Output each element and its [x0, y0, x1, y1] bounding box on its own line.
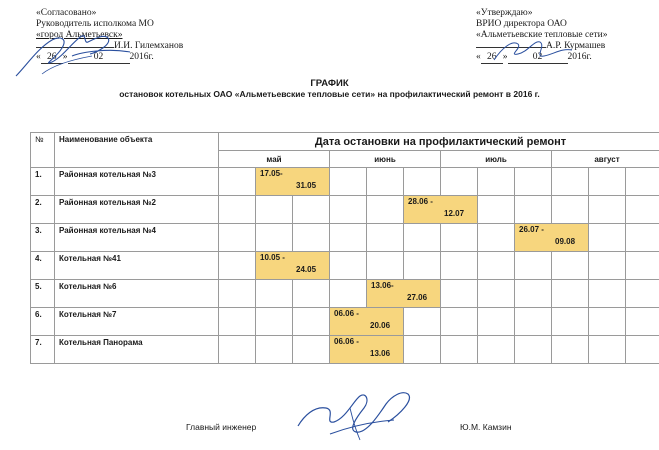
row-object-name: Районная котельная №2	[55, 196, 219, 224]
repair-period	[515, 224, 589, 252]
header-object-name: Наименование объекта	[55, 133, 219, 168]
right-date-day: 26	[481, 52, 503, 64]
row-object-name: Районная котельная №4	[55, 224, 219, 252]
row-object-name: Районная котельная №3	[55, 168, 219, 196]
left-date-day: 26	[41, 52, 63, 64]
right-approval-org: «Альметьевские тепловые сети»	[476, 30, 608, 40]
table-row	[31, 196, 659, 224]
period-end: 20.06	[370, 321, 391, 330]
row-num: 6.	[31, 308, 55, 336]
period-start: 10.05 -	[260, 253, 285, 262]
period-start: 06.06 -	[334, 309, 359, 318]
period-start: 06.06 -	[334, 337, 359, 346]
repair-period	[330, 336, 404, 364]
row-object-name: Котельная №41	[55, 252, 219, 280]
period-start: 26.07 -	[519, 225, 544, 234]
row-num: 2.	[31, 196, 55, 224]
period-start: 28.06 -	[408, 197, 433, 206]
repair-period	[404, 196, 478, 224]
header-num: №	[31, 133, 55, 168]
repair-period	[256, 168, 330, 196]
right-approval-position: ВРИО директора ОАО	[476, 19, 567, 29]
footer-role: Главный инженер	[186, 422, 257, 432]
month-may: май	[219, 151, 330, 168]
period-start: 17.05-	[260, 169, 283, 178]
table-row	[31, 336, 659, 364]
right-approval-date: « 26 » 02 2016г.	[476, 52, 592, 62]
footer-name: Ю.М. Камзин	[460, 422, 512, 432]
row-object-name: Котельная Панорама	[55, 336, 219, 364]
left-signature-icon	[12, 26, 142, 82]
period-end: 24.05	[296, 265, 317, 274]
row-num: 3.	[31, 224, 55, 252]
row-num: 5.	[31, 280, 55, 308]
period-end: 13.06	[370, 349, 391, 358]
row-num: 1.	[31, 168, 55, 196]
period-start: 13.06-	[371, 281, 394, 290]
table-row	[31, 224, 659, 252]
table-row	[31, 280, 659, 308]
left-approval-date: « 26 » 02 2016г.	[36, 52, 154, 62]
right-date-month: 02	[508, 52, 568, 64]
row-num: 7.	[31, 336, 55, 364]
row-num: 4.	[31, 252, 55, 280]
left-approval-position: Руководитель исполкома МО	[36, 19, 154, 29]
left-approval-signer: И.И. Гилемханов	[114, 41, 184, 51]
month-august: август	[552, 151, 659, 168]
table-row	[31, 308, 659, 336]
month-june: июнь	[330, 151, 441, 168]
page-subtitle: остановок котельных ОАО «Альметьевские тепловые сети» на профилактический ремонт в 2016 г.	[119, 89, 540, 99]
period-end: 09.08	[555, 237, 576, 246]
left-approval-org: «город Альметьевск»	[36, 30, 123, 40]
month-july: июль	[441, 151, 552, 168]
row-object-name: Котельная №7	[55, 308, 219, 336]
repair-period	[256, 252, 330, 280]
table-row	[31, 252, 659, 280]
row-object-name: Котельная №6	[55, 280, 219, 308]
left-date-year: 2016г.	[129, 52, 154, 62]
schedule-table	[30, 132, 659, 364]
right-date-year: 2016г.	[567, 52, 592, 62]
period-end: 27.06	[407, 293, 428, 302]
left-approval-label: «Согласовано»	[36, 8, 97, 18]
right-approval-label: «Утверждаю»	[476, 8, 533, 18]
period-end: 31.05	[296, 181, 317, 190]
repair-period	[330, 308, 404, 336]
table-row	[31, 168, 659, 196]
right-approval-signer: А.Р. Курмашев	[546, 41, 606, 51]
period-end: 12.07	[444, 209, 465, 218]
chief-engineer-signature-icon	[290, 386, 420, 446]
page-title: ГРАФИК	[310, 78, 349, 89]
right-signature-icon	[488, 34, 578, 70]
repair-period	[367, 280, 441, 308]
header-dates: Дата остановки на профилактический ремонт	[219, 133, 659, 151]
left-date-month: 02	[68, 52, 130, 64]
